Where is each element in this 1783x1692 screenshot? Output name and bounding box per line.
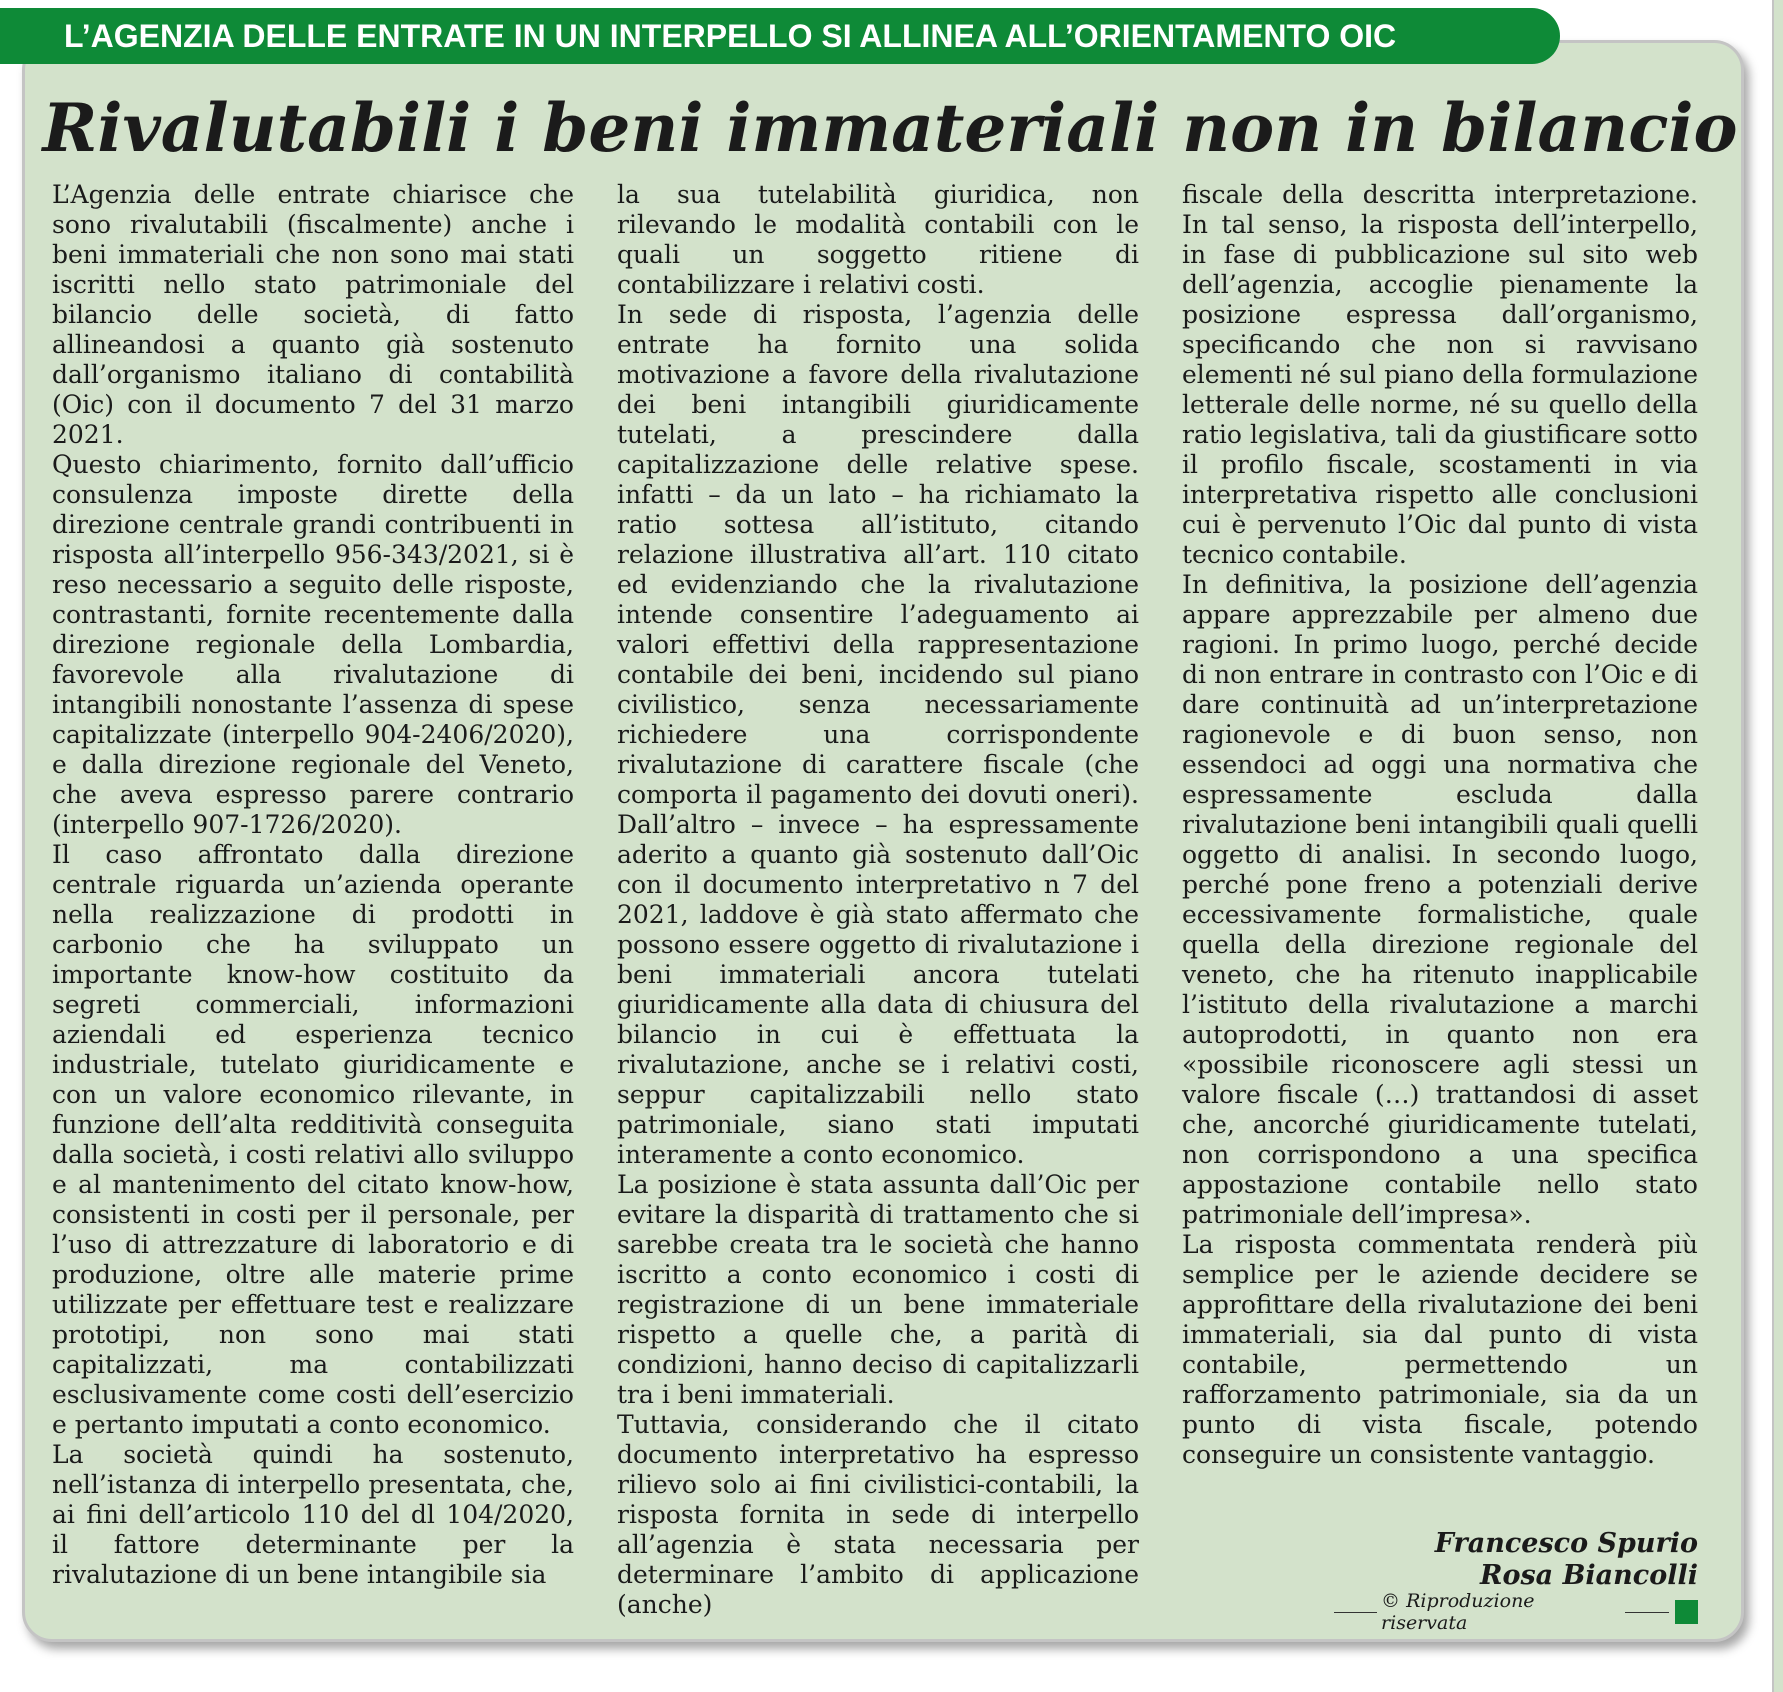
paragraph: In definitiva, la posizione dell’agenzia appare apprezzabile per almeno due ragioni. In primo luogo, perché decide di non entrare in contrasto con l’Oic e di dare continuità ad un’interpretazione ragionevole e di buon senso, non essendoci ad oggi una normativa che espressamente escluda dalla rivalutazione beni intangibili quali quelli oggetto di analisi. In secondo luogo, perché pone freno a potenziali derive eccessivamente formalistiche, quale quella della direzione regionale del veneto, che ha ritenuto inapplicabile l’istituto della rivalutazione a marchi autoprodotti, in quanto non era «possibile riconoscere agli stessi un valore fiscale (…) trattandosi di asset che, ancorché giuridicamente tutelati, non corrispondono a una specifica appostazione contabile nello stato patrimoniale dell’impresa». (1182, 570, 1698, 1229)
headline: Rivalutabili i beni immateriali non in bilancio (42, 89, 1738, 167)
paragraph: Tuttavia, considerando che il citato documento interpretativo ha espresso rilievo solo ai fini civilistici-contabili, la risposta fornita in sede di interpello all’agenzia è stata necessaria per determinare l’ambito di applicazione (anche) (617, 1410, 1139, 1619)
paragraph: Questo chiarimento, fornito dall’ufficio consulenza imposte dirette della direzione centrale grandi contribuenti in risposta all’interpello 956-343/2021, si è reso necessario a seguito delle risposte, contrastanti, fornite recentemente dalla direzione regionale della Lombardia, favorevole alla rivalutazione di intangibili nonostante l’assenza di spese capitalizzate (interpello 904-2406/2020), e dalla direzione regionale del Veneto, che aveva espresso parere contrario (interpello 907-1726/2020). (52, 450, 574, 839)
paragraph: Il caso affrontato dalla direzione centrale riguarda un’azienda operante nella realizzazione di prodotti in carbonio che ha sviluppato un importante know-how costituito da segreti commerciali, informazioni aziendali ed esperienza tecnico industriale, tutelato giuridicamente e con un valore economico rilevante, in funzione dell’alta redditività conseguita dalla società, i costi relativi allo sviluppo e al mantenimento del citato know-how, consistenti in costi per il personale, per l’uso di attrezzature di laboratorio e di produzione, oltre alle materie prime utilizzate per effettuare test e realizzare prototipi, non sono mai stati capitalizzati, ma contabilizzati esclusivamente come costi dell’esercizio e pertanto imputati a conto economico. (52, 840, 574, 1439)
paragraph: la sua tutelabilità giuridica, non rilevando le modalità contabili con le quali un soggetto ritiene di contabilizzare i relativi costi. (617, 180, 1139, 299)
copyright-text: © Riproduzione riservata (1381, 1590, 1535, 1634)
paragraph: La risposta commentata renderà più semplice per le aziende decidere se approfittare della rivalutazione dei beni immateriali, sia dal punto di vista contabile, permettendo un rafforzamento patrimoniale, sia da un punto di vista fiscale, potendo conseguire un consistente vantaggio. (1182, 1230, 1698, 1469)
paragraph: L’Agenzia delle entrate chiarisce che sono rivalutabili (fiscalmente) anche i beni immateriali che non sono mai stati iscritti nello stato patrimoniale del bilancio delle società, di fatto allineandosi a quanto già sostenuto dall’organismo italiano di contabilità (Oic) con il documento 7 del 31 marzo 2021. (52, 180, 574, 449)
author-byline (1182, 1528, 1698, 1592)
author-name: Rosa Biancolli (1480, 1560, 1698, 1591)
paragraph: La posizione è stata assunta dall’Oic per evitare la disparità di trattamento che si sarebbe creata tra le società che hanno iscritto a conto economico i costi di registrazione di un bene immateriale rispetto a quelle che, a parità di condizioni, hanno deciso di capitalizzarli tra i beni immateriali. (617, 1170, 1139, 1409)
end-mark-square-icon (1675, 1600, 1698, 1624)
paragraph: In sede di risposta, l’agenzia delle entrate ha fornito una solida motivazione a favore della rivalutazione dei beni intangibili giuridicamente tutelati, a prescindere dalla capitalizzazione delle relative spese. infatti – da un lato – ha richiamato la ratio sottesa all’istituto, citando relazione illustrativa all’art. 110 citato ed evidenziando che la rivalutazione intende consentire l’adeguamento ai valori effettivi della rappresentazione contabile dei beni, incidendo sul piano civilistico, senza necessariamente richiedere una corrispondente rivalutazione di carattere fiscale (che comporta il pagamento dei dovuti oneri). Dall’altro – invece – ha espressamente aderito a quanto già sostenuto dall’Oic con il documento interpretativo n 7 del 2021, laddove è già stato affermato che possono essere oggetto di rivalutazione i beni immateriali ancora tutelati giuridicamente alla data di chiusura del bilancio in cui è effettuata la rivalutazione, anche se i relativi costi, seppur capitalizzabili nello stato patrimoniale, siano stati imputati interamente a conto economico. (617, 300, 1139, 1169)
paragraph: La società quindi ha sostenuto, nell’istanza di interpello presentata, che, ai fini dell’articolo 110 del dl 104/2020, il fattore determinante per la rivalutazione di un bene intangibile sia (52, 1440, 574, 1589)
article-column-3 (1182, 180, 1698, 1470)
copyright-rule-left (1334, 1612, 1377, 1613)
article-column-2 (617, 180, 1139, 1620)
copyright-line (1330, 1590, 1698, 1634)
kicker-banner: L’AGENZIA DELLE ENTRATE IN UN INTERPELLO SI ALLINEA ALL’ORIENTAMENTO OIC (0, 8, 1560, 64)
copyright-rule-right (1625, 1612, 1668, 1613)
adjacent-article-edge (1772, 0, 1783, 1692)
paragraph: fiscale della descritta interpretazione. In tal senso, la risposta dell’interpello, in fase di pubblicazione sul sito web dell’agenzia, accoglie pienamente la posizione espressa dall’organismo, specificando che non si ravvisano elementi né sul piano della formulazione letterale delle norme, né su quello della ratio legislativa, tali da giustificare sotto il profilo fiscale, scostamenti in via interpretativa rispetto alle conclusioni cui è pervenuto l’Oic dal punto di vista tecnico contabile. (1182, 180, 1698, 569)
article-column-1 (52, 180, 574, 1590)
author-name: Francesco Spurio (1434, 1528, 1698, 1559)
